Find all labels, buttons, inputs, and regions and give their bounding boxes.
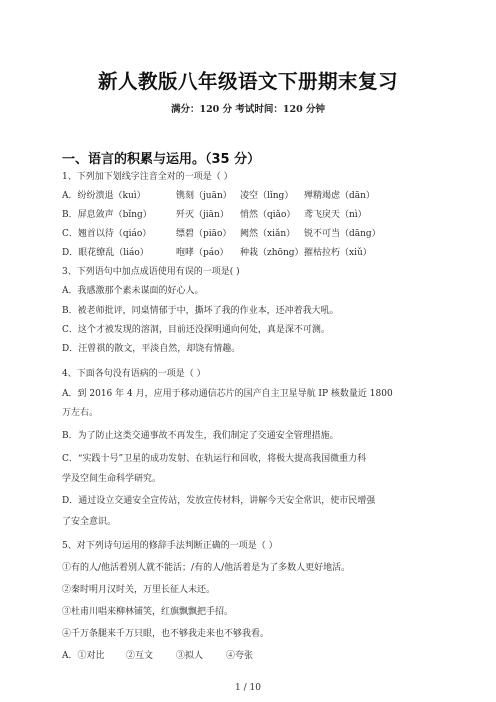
option-part: 锐不可当（dāng）	[304, 229, 381, 239]
question-5-stem: 5、对下列诗句运用的修辞手法判断正确的一项是（ ）	[62, 541, 278, 551]
question-1-option-b	[62, 209, 442, 221]
question-4-option-d-cont: 了安全意识。	[62, 517, 117, 527]
question-5-item-1: ①有的人/他活着别人就不能活；/有的人/他活着是为了多数人更好地活。	[62, 563, 351, 573]
question-3-option-a: A．我感激那个素未谋面的好心人。	[62, 286, 204, 296]
option-part: 咆哮（páo）	[176, 248, 229, 258]
question-1-option-d	[62, 247, 442, 259]
question-1-stem: 1、下列加下划线字注音全对的一项是（ ）	[62, 172, 233, 182]
question-3-option-d: D．汪曾祺的散文，平淡自然，却饶有情趣。	[62, 344, 241, 354]
option-part: ④夸张	[226, 651, 254, 661]
option-part: 悄然（qiǎo）	[240, 210, 296, 220]
question-1-option-c	[62, 228, 442, 240]
question-3-option-b: B．被老师批评，同桌情郁于中，撕坏了我的作业本，还冲着我大吼。	[62, 306, 339, 316]
question-5-option-a	[62, 650, 442, 662]
question-4-option-b: B．为了防止这类交通事故不再发生，我们制定了交通安全管理措施。	[62, 431, 339, 441]
question-4-option-a: A．到 2016 年 4 月，应用于移动通信芯片的国产自主卫星导航 IP 核数量近 1800	[62, 389, 393, 399]
option-part: 阙然（xiǎn）	[240, 229, 296, 239]
question-4-option-d: D．通过设立交通安全宣传站，发放宣传材料，讲解今天安全常识，使市民增强	[62, 496, 376, 506]
option-part: ②互文	[126, 651, 154, 661]
option-part: 镌刻（juān）	[176, 191, 232, 201]
option-part: 鸢飞戾天（nì）	[304, 210, 367, 220]
option-part: 种栽（zhōng）	[240, 248, 304, 258]
question-4-option-c-cont: 学及空间生命科学研究。	[62, 474, 162, 484]
option-part: B．屏息敛声（bǐng）	[62, 210, 152, 220]
option-part: D．眼花缭乱（liáo）	[62, 248, 149, 258]
question-4-option-a-cont: 万左右。	[62, 408, 99, 418]
option-part: A．纷纷溃退（kuì）	[62, 191, 146, 201]
question-3-stem: 3、下列语句中加点成语使用有误的一项是( )	[62, 267, 240, 277]
option-part: 殚精竭虑（dān）	[304, 191, 375, 201]
question-4-option-c: C．“实践十号”卫星的成功发射、在轨运行和回收，将极大提高我国微重力科	[62, 454, 367, 464]
option-part: 摧枯拉朽（xiǔ）	[304, 248, 372, 258]
question-5-item-2: ②秦时明月汉时关，万里长征人未还。	[62, 585, 216, 595]
question-1-option-a	[62, 190, 442, 202]
exam-info: 满分：120 分 考试时间：120 分钟	[170, 104, 326, 115]
question-5-item-4: ④千万条腿来千万只眼，也不够我走来也不够我看。	[62, 629, 270, 639]
option-part: ③拟人	[176, 651, 204, 661]
question-4-stem: 4、下面各句没有语病的一项是（ ）	[62, 369, 206, 379]
document-title: 新人教版八年级语文下册期末复习	[97, 70, 398, 93]
option-part: C．翘首以待（qiáo）	[62, 229, 152, 239]
question-3-option-c: C．这个才被发现的溶洞，目前还没探明通向何处，真是深不可测。	[62, 325, 330, 335]
option-part: 歼灭（jiān）	[176, 210, 229, 220]
question-5-item-3: ③杜甫川唱来柳林铺笑，红旗飘飘把手招。	[62, 607, 234, 617]
page-number: 1 / 10	[235, 683, 261, 693]
option-part: 缥碧（piāo）	[176, 229, 232, 239]
option-part: 凌空（lǐng）	[240, 191, 294, 201]
section-heading: 一、语言的积累与运用。（35 分）	[62, 152, 261, 167]
option-part: A．①对比	[62, 651, 105, 661]
